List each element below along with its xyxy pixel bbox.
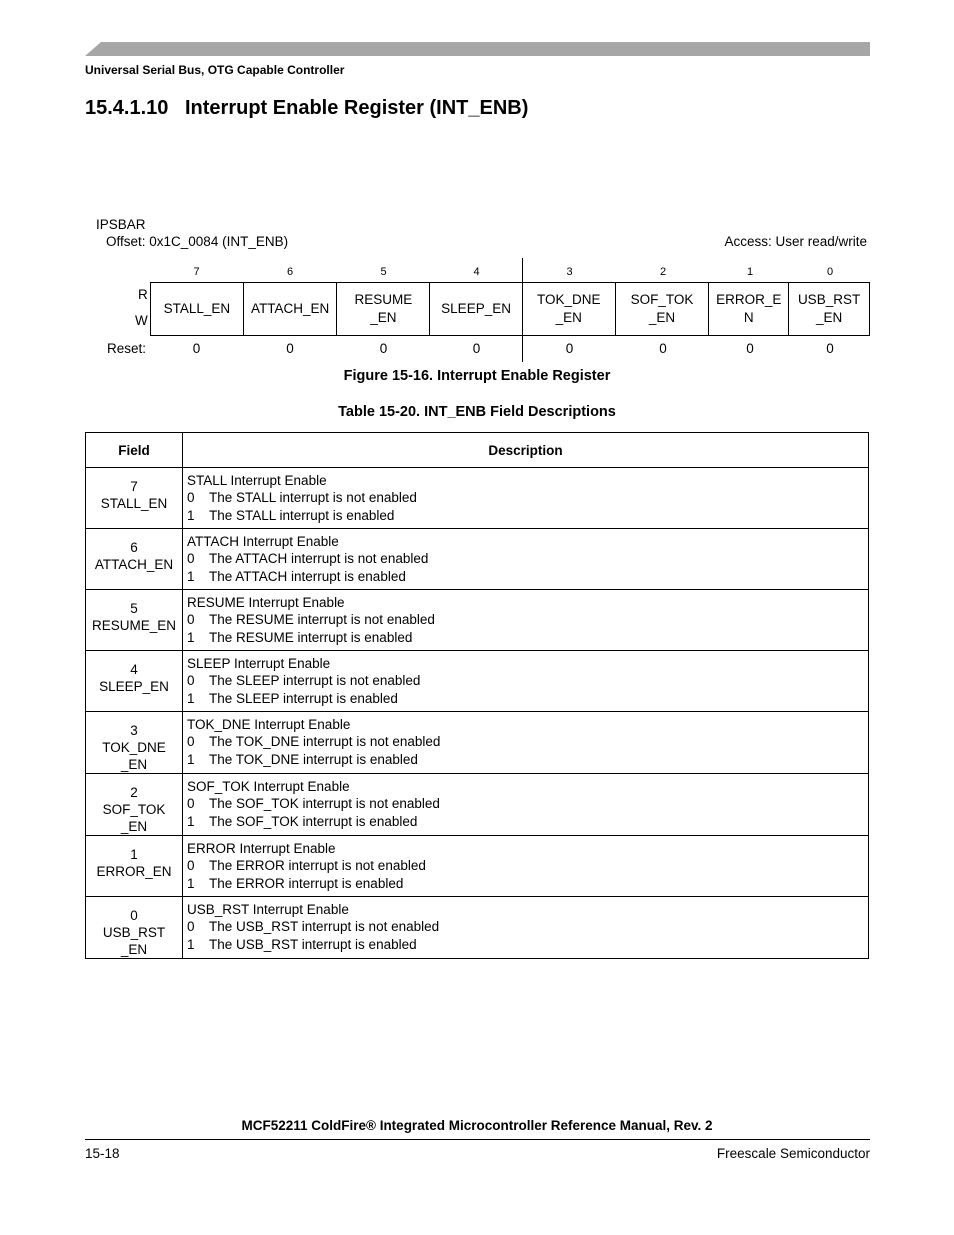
- section-title-text: Interrupt Enable Register (INT_ENB): [185, 97, 529, 119]
- field-cell: [86, 836, 183, 897]
- value-meaning: The SOF_TOK interrupt is not enabled: [209, 796, 440, 812]
- field-name: TOK_DNE _EN: [102, 740, 166, 772]
- field-cell: [86, 712, 183, 774]
- manual-title: MCF52211 ColdFire® Integrated Microcontroller Reference Manual, Rev. 2: [241, 1118, 713, 1133]
- table-caption: Table 15-20. INT_ENB Field Descriptions: [338, 404, 616, 420]
- reset-value: 0: [659, 341, 667, 356]
- field-cell: [86, 774, 183, 836]
- value-meaning: The RESUME interrupt is not enabled: [209, 612, 435, 628]
- value-description-line: [187, 857, 864, 874]
- value-meaning: The STALL interrupt is not enabled: [209, 490, 417, 506]
- table-row: [86, 590, 869, 651]
- table-row: [86, 897, 869, 959]
- register-field-row: [150, 282, 870, 336]
- field-name: SOF_TOK _EN: [102, 802, 166, 834]
- publisher-name: Freescale Semiconductor: [716, 1146, 870, 1161]
- value-code: 1: [187, 813, 195, 829]
- description-column-header: Description: [183, 433, 869, 468]
- field-cell: [86, 590, 183, 651]
- register-field-name: RESUME _EN: [354, 292, 413, 325]
- value-meaning: The ATTACH interrupt is not enabled: [209, 551, 429, 567]
- value-description-line: [187, 507, 864, 524]
- field-column-header: Field: [86, 433, 183, 468]
- field-cell: [86, 897, 183, 959]
- field-cell: [86, 651, 183, 712]
- bit-numbers: [150, 266, 870, 280]
- bit-number: 0: [826, 266, 834, 278]
- field-name: USB_RST _EN: [102, 925, 166, 957]
- bit-number: 2: [659, 266, 667, 278]
- value-description-line: [187, 751, 864, 768]
- value-description-line: [187, 813, 864, 830]
- section-title: [85, 97, 528, 120]
- value-meaning: The STALL interrupt is enabled: [209, 507, 395, 523]
- description-cell: [183, 897, 869, 959]
- field-name: RESUME_EN: [91, 618, 177, 633]
- register-field-name: SLEEP_EN: [441, 301, 511, 316]
- register-field-cell: [616, 283, 710, 335]
- table-row: [86, 836, 869, 897]
- write-row-label: W: [135, 313, 148, 328]
- value-code: 0: [187, 673, 195, 689]
- value-meaning: The USB_RST interrupt is enabled: [209, 936, 417, 952]
- value-description-line: [187, 568, 864, 585]
- register-field-cell: [430, 283, 523, 335]
- value-description-line: [187, 875, 864, 892]
- value-code: 0: [187, 919, 195, 935]
- field-name: STALL_EN: [100, 496, 168, 511]
- value-description-line: [187, 733, 864, 750]
- register-field-cell: [789, 283, 869, 335]
- field-name: ERROR_EN: [96, 864, 172, 879]
- value-description-line: [187, 672, 864, 689]
- reset-value: 0: [379, 341, 388, 356]
- field-bit: 4: [130, 662, 138, 677]
- field-cell: [86, 529, 183, 590]
- reset-value: 0: [286, 341, 294, 356]
- reset-label: Reset:: [107, 341, 147, 356]
- field-cell: [86, 468, 183, 529]
- running-head: Universal Serial Bus, OTG Capable Controller: [85, 63, 345, 77]
- field-bit: 0: [130, 908, 138, 923]
- value-code: 0: [187, 612, 195, 628]
- value-code: 0: [187, 858, 195, 874]
- field-bit: 2: [130, 785, 138, 800]
- field-name: ATTACH_EN: [94, 557, 174, 572]
- value-meaning: The USB_RST interrupt is not enabled: [209, 919, 440, 935]
- value-description-line: [187, 690, 864, 707]
- register-field-name: ATTACH_EN: [250, 301, 330, 316]
- value-code: 1: [187, 875, 195, 891]
- register-access: Access: User read/write: [724, 234, 867, 249]
- description-title: SOF_TOK Interrupt Enable: [187, 779, 350, 794]
- footer-rule: [85, 1139, 870, 1140]
- register-field-cell: [244, 283, 338, 335]
- value-meaning: The RESUME interrupt is enabled: [209, 629, 413, 645]
- description-cell: [183, 529, 869, 590]
- section-number: 15.4.1.10: [85, 97, 169, 119]
- register-field-name: USB_RST _EN: [797, 292, 861, 325]
- table-row: [86, 468, 869, 529]
- bit-number: 3: [566, 266, 573, 278]
- register-offset: Offset: 0x1C_0084 (INT_ENB): [106, 234, 289, 249]
- bit-number: 6: [286, 266, 294, 278]
- value-meaning: The SLEEP interrupt is not enabled: [209, 673, 421, 689]
- table-row: [86, 651, 869, 712]
- field-name: SLEEP_EN: [99, 679, 169, 694]
- value-meaning: The ERROR interrupt is not enabled: [209, 858, 426, 874]
- value-code: 0: [187, 734, 195, 750]
- header-banner: [85, 42, 870, 56]
- reset-value: 0: [192, 341, 201, 356]
- value-meaning: The ATTACH interrupt is enabled: [209, 568, 406, 584]
- field-descriptions-table: [85, 432, 869, 959]
- page-number: 15-18: [85, 1146, 120, 1161]
- register-field-cell: [523, 283, 616, 335]
- table-body: [86, 468, 869, 959]
- value-description-line: [187, 489, 864, 506]
- table-row: [86, 712, 869, 774]
- field-bit: 5: [130, 601, 138, 616]
- value-code: 0: [187, 551, 195, 567]
- value-meaning: The SLEEP interrupt is enabled: [209, 690, 398, 706]
- table-row: [86, 774, 869, 836]
- description-cell: [183, 590, 869, 651]
- value-description-line: [187, 918, 864, 935]
- value-code: 1: [187, 690, 195, 706]
- table-header-row: [86, 433, 869, 468]
- value-meaning: The ERROR interrupt is enabled: [209, 875, 404, 891]
- register-field-cell: [151, 283, 244, 335]
- value-code: 1: [187, 936, 195, 952]
- description-cell: [183, 712, 869, 774]
- value-meaning: The TOK_DNE interrupt is not enabled: [209, 734, 441, 750]
- table-row: [86, 529, 869, 590]
- field-bit: 3: [130, 723, 138, 738]
- value-code: 1: [187, 751, 195, 767]
- bit-number: 1: [746, 266, 754, 278]
- value-description-line: [187, 795, 864, 812]
- description-title: RESUME Interrupt Enable: [187, 595, 345, 610]
- value-description-line: [187, 611, 864, 628]
- value-code: 0: [187, 796, 195, 812]
- register-field-name: TOK_DNE _EN: [537, 292, 601, 325]
- value-meaning: The SOF_TOK interrupt is enabled: [209, 813, 418, 829]
- field-bit: 6: [130, 540, 138, 555]
- register-field-name: SOF_TOK _EN: [630, 292, 694, 325]
- bit-number: 4: [473, 266, 480, 278]
- description-cell: [183, 774, 869, 836]
- bit-number: 5: [380, 266, 387, 278]
- description-title: ERROR Interrupt Enable: [187, 841, 336, 856]
- register-field-name: STALL_EN: [163, 301, 231, 316]
- value-description-line: [187, 550, 864, 567]
- register-field-cell: [337, 283, 430, 335]
- bit-number: 7: [193, 266, 200, 278]
- value-code: 1: [187, 629, 195, 645]
- description-title: SLEEP Interrupt Enable: [187, 656, 331, 671]
- reset-value: 0: [565, 341, 574, 356]
- value-code: 1: [187, 507, 195, 523]
- description-title: STALL Interrupt Enable: [187, 473, 327, 488]
- reset-value: 0: [472, 341, 481, 356]
- description-title: ATTACH Interrupt Enable: [187, 534, 339, 549]
- field-bit: 1: [130, 847, 138, 862]
- ipsbar-label: IPSBAR: [96, 217, 146, 232]
- figure-caption: Figure 15-16. Interrupt Enable Register: [343, 368, 611, 384]
- description-cell: [183, 836, 869, 897]
- reset-value: 0: [746, 341, 754, 356]
- description-title: USB_RST Interrupt Enable: [187, 902, 349, 917]
- value-code: 0: [187, 490, 195, 506]
- value-description-line: [187, 936, 864, 953]
- register-field-cell: [709, 283, 789, 335]
- value-description-line: [187, 629, 864, 646]
- description-title: TOK_DNE Interrupt Enable: [187, 717, 351, 732]
- description-cell: [183, 468, 869, 529]
- reset-value: 0: [826, 341, 834, 356]
- read-row-label: R: [138, 287, 148, 302]
- reset-values: [150, 341, 870, 357]
- value-code: 1: [187, 568, 195, 584]
- register-field-name: ERROR_E N: [716, 292, 782, 325]
- value-meaning: The TOK_DNE interrupt is enabled: [209, 751, 418, 767]
- description-cell: [183, 651, 869, 712]
- field-bit: 7: [130, 479, 138, 494]
